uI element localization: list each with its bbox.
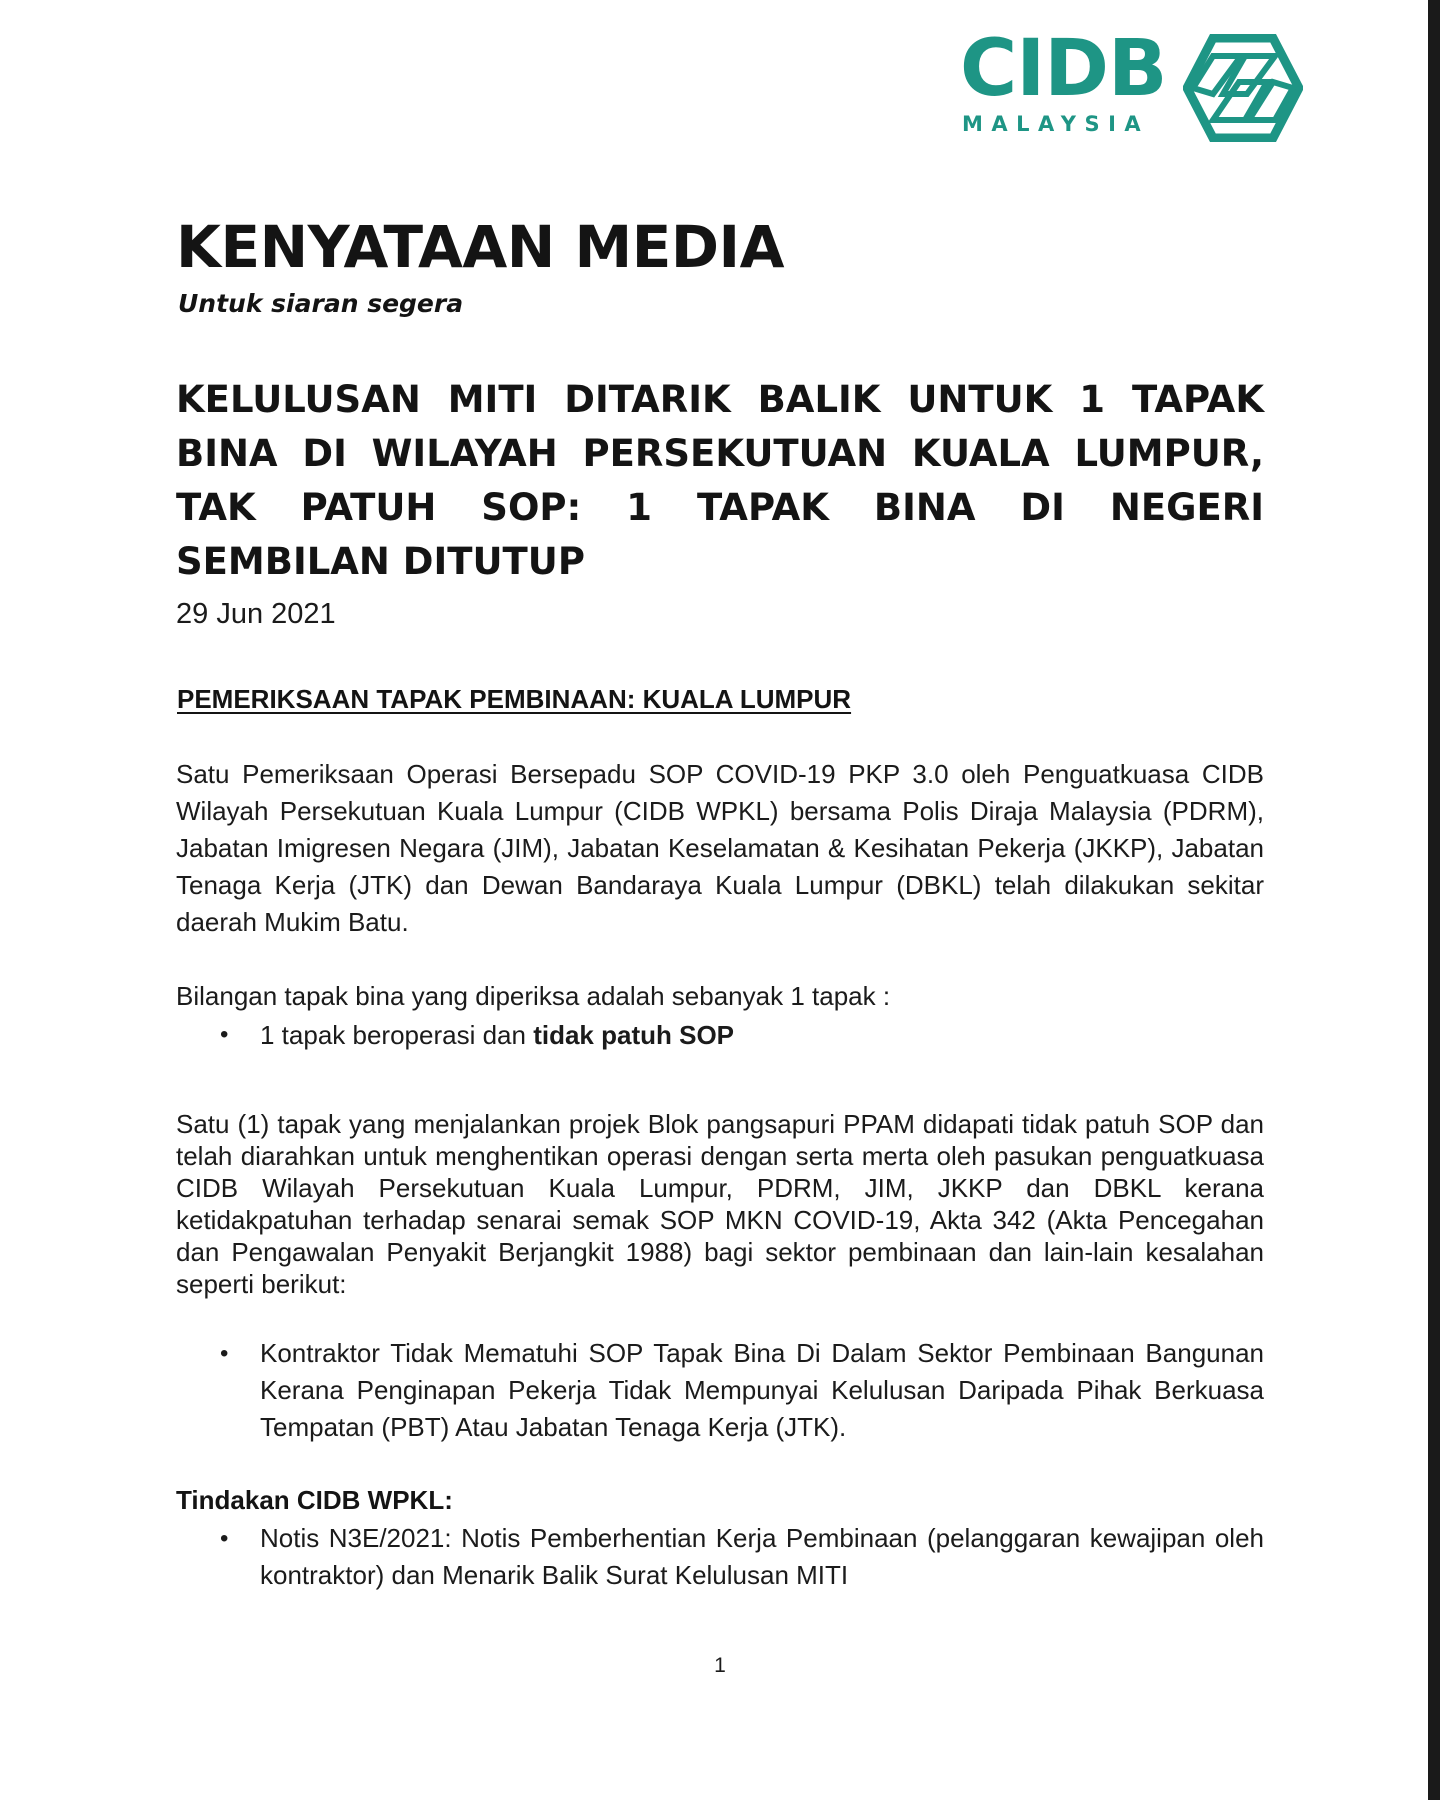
press-headline: KELULUSAN MITI DITARIK BALIK UNTUK 1 TAPAK BINA DI WILAYAH PERSEKUTUAN KUALA LUMPUR, TAK PATUH SOP: 1 TAPAK BINA DI NEGERI SEMBILAN DITUTUP — [176, 378, 1264, 583]
document-subtitle: Untuk siaran segera — [178, 289, 464, 318]
cidb-logo — [960, 24, 1310, 145]
bullet-icon: • — [220, 1340, 229, 1367]
paragraph-site-count: Bilangan tapak bina yang diperiksa adalah sebanyak 1 tapak : — [176, 981, 891, 1011]
page-edge — [1428, 0, 1440, 1800]
section-heading: PEMERIKSAAN TAPAK PEMBINAAN: KUALA LUMPUR — [177, 684, 852, 714]
paragraph-inspection: Satu Pemeriksaan Operasi Bersepadu SOP COVID-19 PKP 3.0 oleh Penguatkuasa CIDB Wilayah Persekutuan Kuala Lumpur (CIDB WPKL) bersama Polis Diraja Malaysia (PDRM), Jabatan Imigresen Negara (JIM), Jabatan Keselamatan & Kesihatan Pekerja (JKKP), Jabatan Tenaga Kerja (JTK) dan Dewan Bandaraya Kuala Lumpur (DBKL) telah dilakukan sekitar daerah Mukim Batu. — [176, 759, 1264, 937]
list-item-text — [260, 1017, 1264, 1053]
logo-wordmark: CIDB — [960, 24, 1167, 114]
paragraph-findings: Satu (1) tapak yang menjalankan projek Blok pangsapuri PPAM didapati tidak patuh SOP dan telah diarahkan untuk menghentikan operasi dengan serta merta oleh pasukan penguatkuasa CIDB Wilayah Persekutuan Kuala Lumpur, PDRM, JIM, JKKP dan DBKL kerana ketidakpatuhan terhadap senarai semak SOP MKN COVID-19, Akta 342 (Akta Pencegahan dan Pengawalan Penyakit Berjangkit 1988) bagi sektor pembinaan dan lain-lain kesalahan seperti berikut: — [176, 1109, 1264, 1299]
list-item-emphasis: tidak patuh SOP — [533, 1020, 735, 1050]
action-heading: Tindakan CIDB WPKL: — [176, 1485, 453, 1515]
list-item-text: Notis N3E/2021: Notis Pemberhentian Kerja Pembinaan (pelanggaran kewajipan oleh kontraktor) dan Menarik Balik Surat Kelulusan MITI — [260, 1523, 1264, 1590]
logo-country: MALAYSIA — [962, 112, 1150, 136]
bullet-icon: • — [220, 1525, 229, 1552]
list-item-prefix: 1 tapak beroperasi dan — [260, 1020, 534, 1050]
release-date: 29 Jun 2021 — [176, 598, 336, 630]
document-title: KENYATAAN MEDIA — [176, 213, 784, 281]
list-item-text: Kontraktor Tidak Mematuhi SOP Tapak Bina Di Dalam Sektor Pembinaan Bangunan Kerana Penginapan Pekerja Tidak Mempunyai Kelulusan Daripada Pihak Berkuasa Tempatan (PBT) Atau Jabatan Tenaga Kerja (JTK). — [260, 1338, 1264, 1442]
cidb-hexagon-logo-icon — [1183, 34, 1303, 142]
page-number: 1 — [714, 1654, 726, 1677]
bullet-icon: • — [220, 1021, 229, 1048]
